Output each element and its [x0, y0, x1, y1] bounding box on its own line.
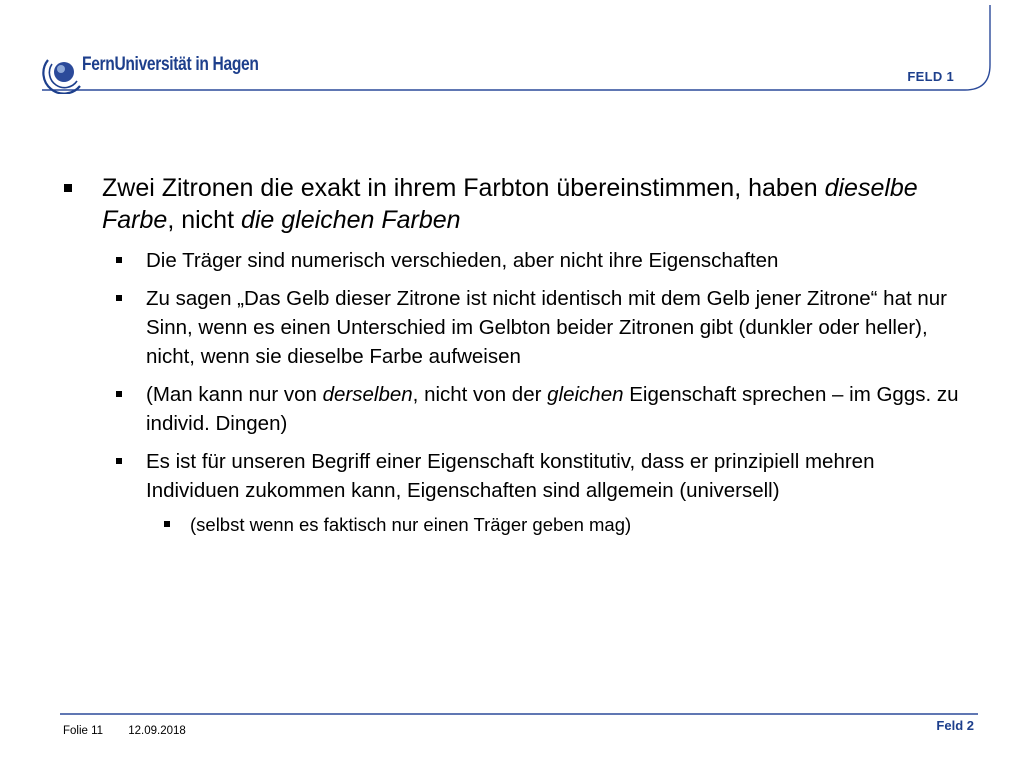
footer-info: [63, 725, 208, 737]
logo-text: FernUniversität in Hagen: [82, 54, 259, 75]
sub-bullet-3-emphasis-2: gleichen: [547, 383, 624, 406]
main-bullet-emphasis-1: dieselbe Farbe: [102, 174, 918, 234]
sub-bullet-3-text-1: (Man kann nur von: [146, 383, 323, 406]
slide-number: Folie 11: [63, 725, 104, 737]
sub-bullet-4: [60, 447, 960, 505]
sub-bullet-2: [60, 284, 960, 371]
square-bullet-icon: [64, 184, 72, 192]
sub-bullet-1-text: Die Träger sind numerisch verschieden, aber nicht ihre Eigenschaften: [146, 249, 779, 272]
square-bullet-icon: [164, 521, 170, 527]
sub-sub-bullet-1-text: (selbst wenn es faktisch nur einen Träger geben mag): [190, 514, 632, 535]
main-bullet-emphasis-2: die gleichen Farben: [240, 206, 461, 234]
slide-date: 12.09.2018: [128, 725, 186, 737]
sub-bullet-3-text-2: , nicht von der: [412, 383, 548, 406]
main-bullet-text-1: Zwei Zitronen die exakt in ihrem Farbton übereinstimmen, haben: [102, 174, 825, 202]
square-bullet-icon: [116, 295, 122, 301]
header-label: FELD 1: [907, 69, 954, 84]
sub-bullet-4-text: Es ist für unseren Begriff einer Eigenschaft konstitutiv, dass er prinzipiell mehren Individuen zukommen kann, Eigenschaften sind allgemein (universell): [146, 450, 875, 502]
square-bullet-icon: [116, 257, 122, 263]
globe-logo-icon: [42, 54, 82, 94]
fernuni-logo: [42, 54, 297, 76]
slide-content: [60, 172, 960, 538]
footer-label: Feld 2: [936, 718, 974, 733]
sub-sub-bullet-1: [60, 512, 960, 538]
sub-bullet-1: [60, 246, 960, 275]
sub-bullet-3-emphasis-1: derselben: [322, 383, 413, 406]
square-bullet-icon: [116, 391, 122, 397]
main-bullet-text-2: , nicht: [167, 206, 241, 234]
sub-bullet-3-text-3: Eigenschaft sprechen – im Gggs. zu individ. Dingen): [146, 383, 959, 435]
main-bullet: [60, 172, 960, 236]
square-bullet-icon: [116, 458, 122, 464]
sub-bullet-3: [60, 380, 960, 438]
sub-bullet-2-text: Zu sagen „Das Gelb dieser Zitrone ist nicht identisch mit dem Gelb jener Zitrone“ hat nur Sinn, wenn es einen Unterschied im Gelbton beider Zitronen gibt (dunkler oder heller), nicht, wenn sie dieselbe Farbe aufweisen: [146, 287, 947, 368]
